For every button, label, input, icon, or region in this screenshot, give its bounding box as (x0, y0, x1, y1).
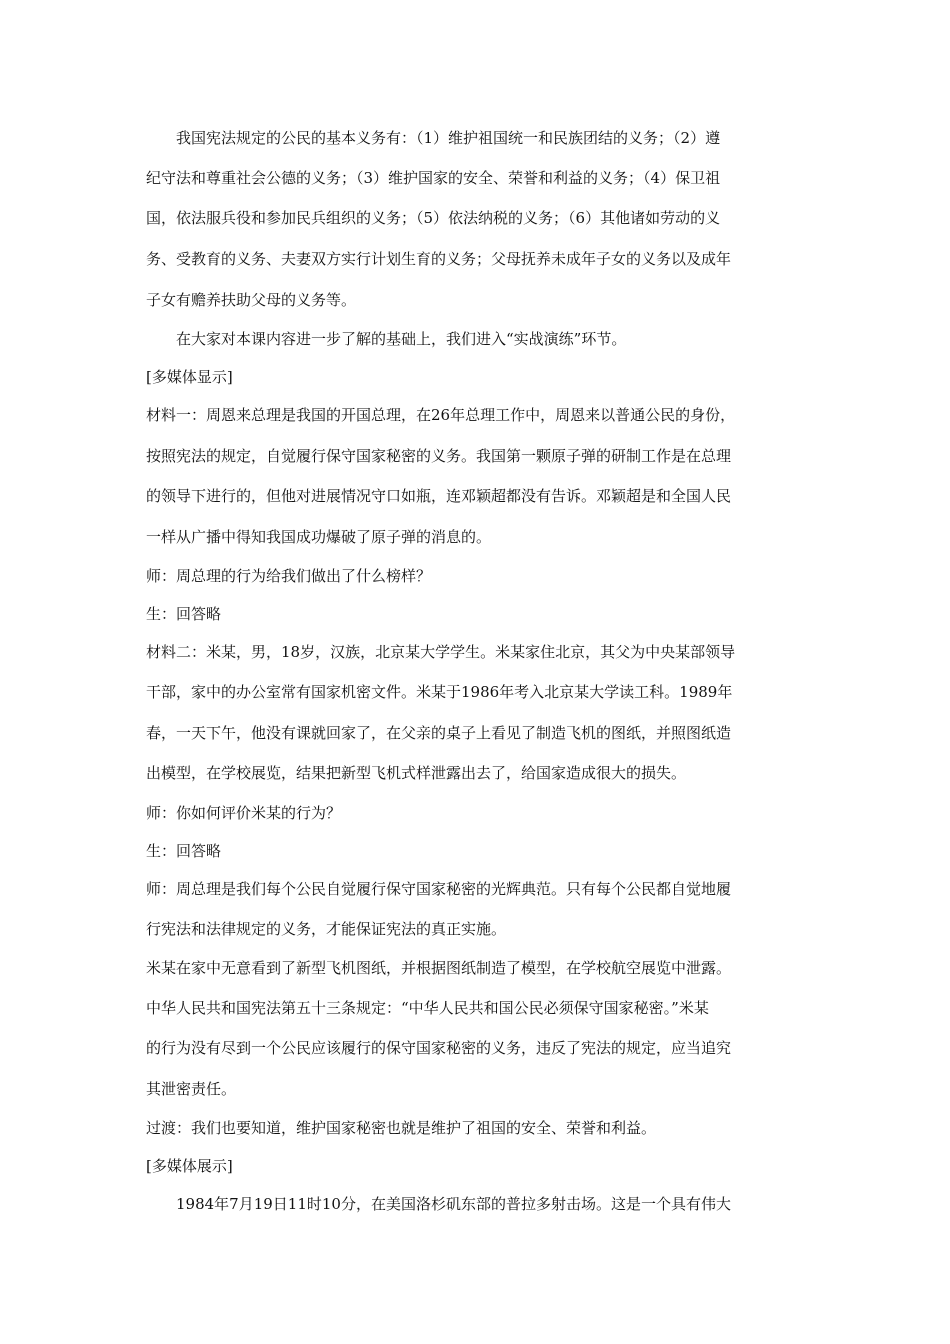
analysis-line: 其泄密责任。 (146, 1080, 237, 1098)
analysis-line: 的行为没有尽到一个公民应该履行的保守国家秘密的义务，违反了宪法的规定，应当追究 (146, 1039, 732, 1057)
student-answer: 生：回答略 (146, 605, 222, 623)
teacher-question: 师：你如何评价米某的行为？ (146, 804, 342, 822)
material-line: 的领导下进行的，但他对进展情况守口如瓶，连邓颖超都没有告诉。邓颖超是和全国人民 (146, 487, 732, 505)
transition-line: 过渡：我们也要知道，维护国家秘密也就是维护了祖国的安全、荣誉和利益。 (146, 1119, 657, 1137)
material-line: 干部，家中的办公室常有国家机密文件。米某于1986年考入北京某大学读工科。1989年 (146, 683, 733, 701)
student-answer: 生：回答略 (146, 842, 222, 860)
teacher-comment: 师：周总理是我们每个公民自觉履行保守国家秘密的光辉典范。只有每个公民都自觉地履 (146, 880, 732, 898)
material-line: 出模型，在学校展览，结果把新型飞机式样泄露出去了，给国家造成很大的损失。 (146, 764, 687, 782)
paragraph-line: 国，依法服兵役和参加民兵组织的义务；（5）依法纳税的义务；（6）其他诸如劳动的义 (146, 209, 721, 227)
paragraph-line: 在大家对本课内容进一步了解的基础上，我们进入“实战演练”环节。 (176, 330, 627, 348)
paragraph-line: 我国宪法规定的公民的基本义务有：（1）维护祖国统一和民族团结的义务；（2）遵 (176, 129, 721, 147)
section-label: [多媒体显示] (146, 368, 233, 386)
analysis-line: 中华人民共和国宪法第五十三条规定：“中华人民共和国公民必须保守国家秘密。”米某 (146, 999, 709, 1017)
paragraph-line: 子女有赡养扶助父母的义务等。 (146, 291, 357, 309)
paragraph-line: 1984年7月19日11时10分，在美国洛杉矶东部的普拉多射击场。这是一个具有伟大 (176, 1195, 731, 1213)
material-line: 材料一：周恩来总理是我国的开国总理，在26年总理工作中，周恩来以普通公民的身份， (146, 406, 736, 424)
material-line: 材料二：米某，男，18岁，汉族，北京某大学学生。米某家住北京，其父为中央某部领导 (146, 643, 736, 661)
teacher-comment: 行宪法和法律规定的义务，才能保证宪法的真正实施。 (146, 920, 507, 938)
teacher-question: 师：周总理的行为给我们做出了什么榜样？ (146, 567, 432, 585)
paragraph-line: 务、受教育的义务、夫妻双方实行计划生育的义务；父母抚养未成年子女的义务以及成年 (146, 250, 732, 268)
material-line: 按照宪法的规定，自觉履行保守国家秘密的义务。我国第一颗原子弹的研制工作是在总理 (146, 447, 732, 465)
material-line: 春，一天下午，他没有课就回家了，在父亲的桌子上看见了制造飞机的图纸，并照图纸造 (146, 724, 732, 742)
material-line: 一样从广播中得知我国成功爆破了原子弹的消息的。 (146, 528, 492, 546)
section-label: [多媒体展示] (146, 1157, 233, 1175)
paragraph-line: 纪守法和尊重社会公德的义务；（3）维护国家的安全、荣誉和利益的义务；（4）保卫祖 (146, 169, 721, 187)
analysis-line: 米某在家中无意看到了新型飞机图纸，并根据图纸制造了模型，在学校航空展览中泄露。 (146, 959, 732, 977)
